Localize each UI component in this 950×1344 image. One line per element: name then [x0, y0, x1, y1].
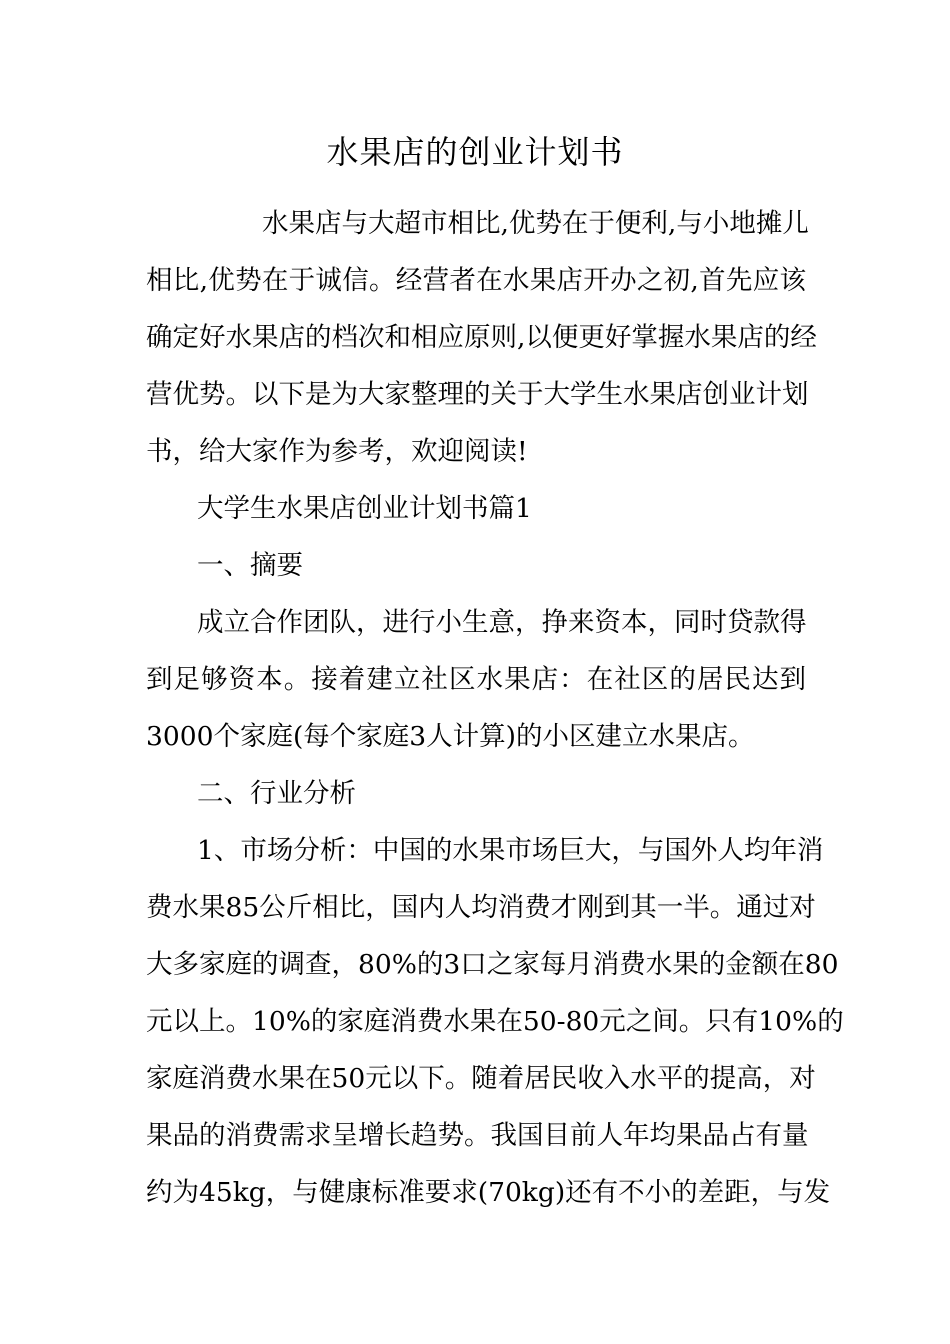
section-heading: 二、行业分析: [197, 778, 356, 809]
section-heading: 一、摘要: [197, 550, 303, 581]
section-heading: 大学生水果店创业计划书篇1: [197, 493, 532, 524]
paragraph-line: 营优势。以下是为大家整理的关于大学生水果店创业计划: [146, 379, 809, 410]
paragraph-line: 成立合作团队，进行小生意，挣来资本，同时贷款得: [197, 607, 807, 638]
paragraph-line: 1、市场分析：中国的水果市场巨大，与国外人均年消: [197, 835, 824, 866]
paragraph-line: 大多家庭的调查，80%的3口之家每月消费水果的金额在80: [146, 949, 839, 980]
paragraph-line: 费水果85公斤相比，国内人均消费才刚到其一半。通过对: [146, 892, 816, 923]
paragraph-line: 元以上。10%的家庭消费水果在50-80元之间。只有10%的: [146, 1006, 844, 1037]
paragraph-line: 水果店与大超市相比,优势在于便利,与小地摊儿: [262, 208, 809, 239]
paragraph-line: 家庭消费水果在50元以下。随着居民收入水平的提高，对: [146, 1063, 816, 1094]
paragraph-line: 相比,优势在于诚信。经营者在水果店开办之初,首先应该: [146, 265, 806, 296]
paragraph-line: 果品的消费需求呈增长趋势。我国目前人年均果品占有量: [146, 1120, 809, 1151]
paragraph-line: 书，给大家作为参考，欢迎阅读!: [146, 436, 528, 467]
paragraph-line: 3000个家庭(每个家庭3人计算)的小区建立水果店。: [146, 721, 755, 752]
paragraph-line: 约为45kg，与健康标准要求(70kg)还有不小的差距，与发: [146, 1177, 831, 1208]
paragraph-line: 到足够资本。接着建立社区水果店：在社区的居民达到: [146, 664, 806, 695]
paragraph-line: 确定好水果店的档次和相应原则,以便更好掌握水果店的经: [146, 322, 817, 353]
document-title: 水果店的创业计划书: [326, 133, 624, 171]
